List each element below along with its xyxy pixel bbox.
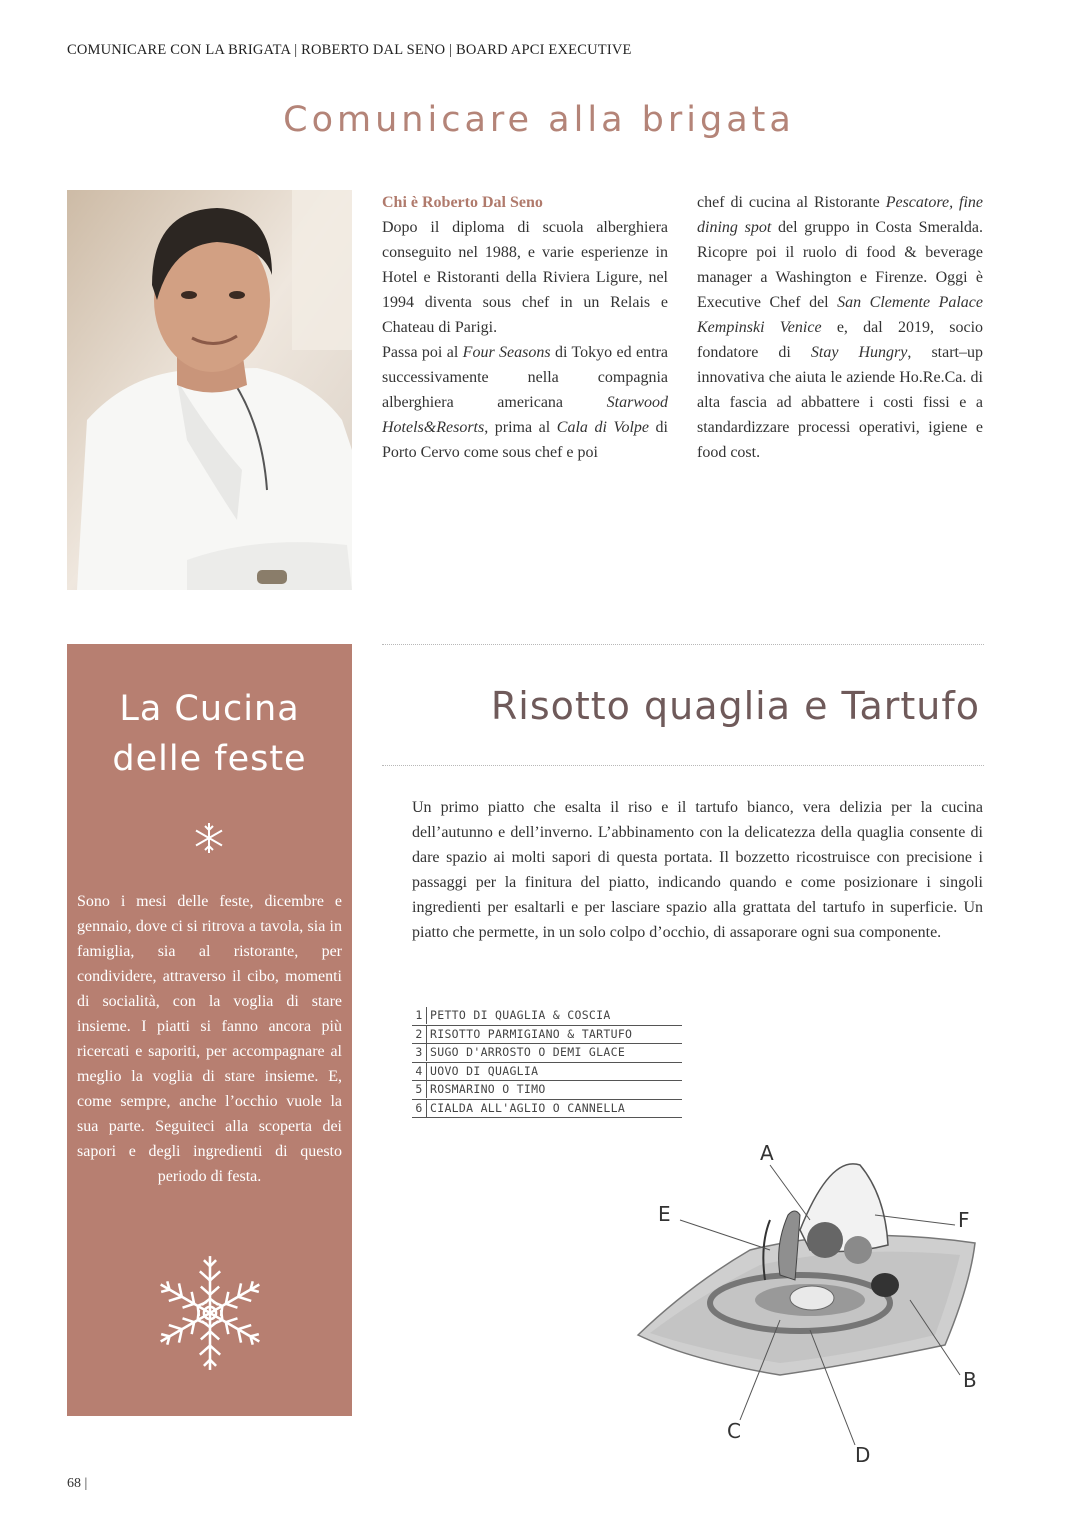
bio-paragraph-1: Dopo il diploma di scuola alberghiera conseguito nel 1988, e varie esperienze in Hotel e Ristoranti della Riviera Ligure, nel 1994 diventa sous chef in un Relais e Chateau di Parigi. — [382, 219, 668, 336]
list-item: 6 CIALDA ALL'AGLIO O CANNELLA — [412, 1100, 682, 1119]
article-title: Comunicare alla brigata — [283, 100, 795, 140]
bio-paragraph-2: Passa poi al Four Seasons di Tokyo ed entra successivamente nella compagnia alberghiera americana Starwood Hotels&Resorts, prima al Cala di Volpe di Porto Cervo come sous chef e poi — [382, 344, 669, 461]
bio-paragraph-3: chef di cucina al Ristorante Pescatore, fine dining spot del gruppo in Costa Smeralda. Ricopre poi il ruolo di food & beverage manager a Washington e Firenze. Oggi è Executive Chef del San Clemente Palace Kempinski Venice e, dal 2019, socio fondatore di Stay Hungry, start–up innovativa che aiuta le aziende Ho.Re.Ca. di alta fascia ad abbattere i costi fissi e a standardizzare processi operativi, igiene e food cost. — [697, 194, 984, 461]
sketch-label-d: D — [855, 1443, 871, 1467]
small-snowflake-icon — [192, 821, 226, 855]
large-snowflake-icon — [149, 1252, 271, 1374]
chef-portrait-photo — [67, 190, 352, 590]
sketch-label-c: C — [727, 1419, 741, 1443]
recipe-intro: Un primo piatto che esalta il riso e il tartufo bianco, vera delizia per la cucina dell’autunno e dell’inverno. L’abbinamento con la delicatezza della quaglia consente di dare spazio ai molti sapori di questa portata. Il bozzetto ricostruisce con precisione i passaggi per la finitura del piatto, indicando quando e come posizionare i singoli ingredienti per esaltarli e per lasciare spazio alla grattata del tartufo in superficie. Un piatto che permette, in un solo colpo d’occhio, di assaporare ogni sua componente. — [412, 799, 983, 941]
list-item: 3 SUGO D'ARROSTO O DEMI GLACE — [412, 1044, 682, 1063]
bio-column-2 — [697, 190, 983, 465]
list-item: 5 ROSMARINO O TIMO — [412, 1081, 682, 1100]
divider-top — [382, 644, 984, 645]
running-head: COMUNICARE CON LA BRIGATA | ROBERTO DAL SENO | BOARD APCI EXECUTIVE — [67, 42, 632, 58]
plating-sketch — [620, 1135, 1000, 1475]
sketch-label-a: A — [760, 1141, 774, 1165]
sketch-label-b: B — [963, 1368, 977, 1392]
bio-column-1 — [382, 190, 668, 465]
ingredients-list — [412, 1007, 682, 1118]
bio-heading: Chi è Roberto Dal Seno — [382, 194, 543, 211]
recipe-title: Risotto quaglia e Tartufo — [490, 684, 980, 728]
divider-bottom — [382, 765, 984, 766]
sidebar-title: La Cucina delle feste — [112, 689, 307, 779]
sketch-label-f: F — [958, 1208, 970, 1232]
sidebar-text: Sono i mesi delle feste, dicembre e gennaio, dove ci si ritrova a tavola, sia in famiglia, sia al ristorante, per condividere, attraverso il cibo, momenti di socialità, con la voglia di stare insieme. I piatti si fanno ancora più ricercati e saporiti, per accompagnare al meglio la voglia di stare insieme. E, come sempre, anche l’occhio vuole la sua parte. Seguiteci alla scoperta dei sapori e degli ingredienti di questo periodo di festa. — [77, 893, 342, 1185]
page-number: 68 | — [67, 1476, 88, 1491]
sidebar-panel — [67, 644, 352, 1416]
sketch-label-e: E — [658, 1202, 671, 1226]
list-item: 1 PETTO DI QUAGLIA & COSCIA — [412, 1007, 682, 1026]
list-item: 4 UOVO DI QUAGLIA — [412, 1063, 682, 1082]
list-item: 2 RISOTTO PARMIGIANO & TARTUFO — [412, 1026, 682, 1045]
